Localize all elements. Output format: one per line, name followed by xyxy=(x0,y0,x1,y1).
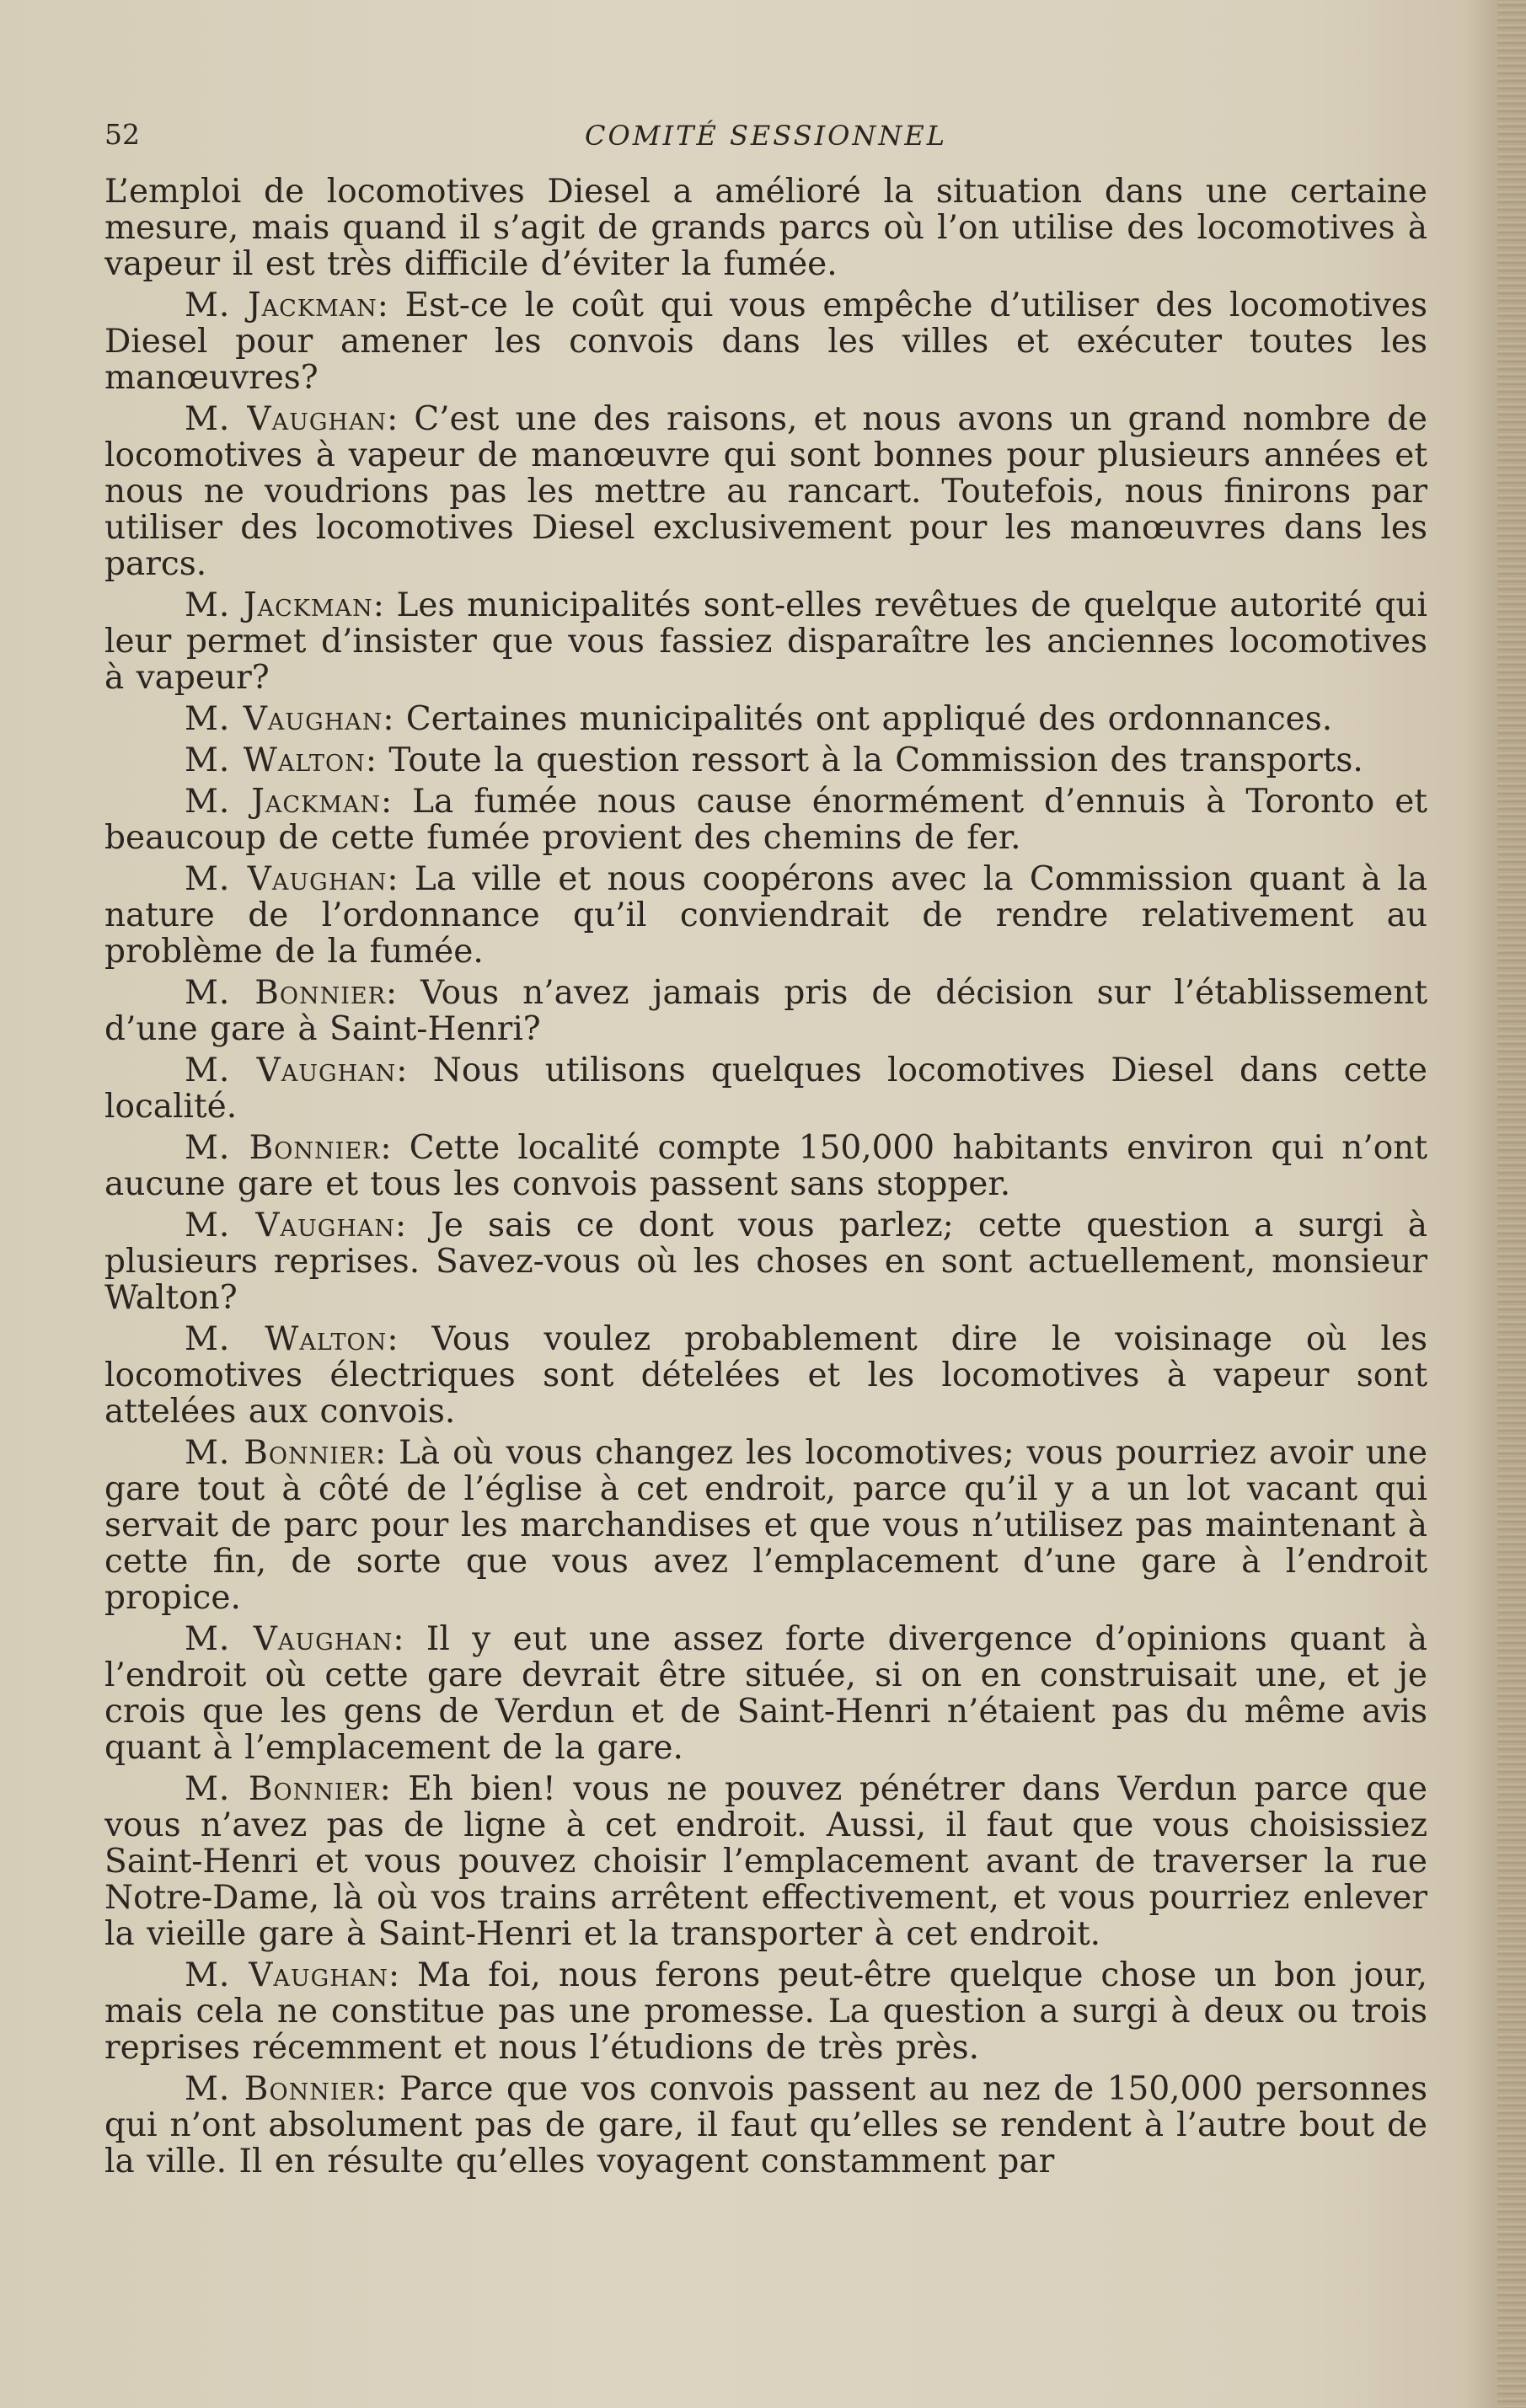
speaker-name: M. Bonnier xyxy=(185,2070,376,2108)
paragraph xyxy=(104,1207,1427,1316)
paragraph xyxy=(104,1321,1427,1430)
paragraph-text: : C’est une des raisons, et nous avons un grand nombre de locomotives à vapeur de manœuvre qui sont bonnes pour plusieurs années et nous ne voudrions pas les mettre au rancart. Toutefois, nous finirons par utiliser des locomotives Diesel exclusivement pour les manœuvres dans les parcs. xyxy=(104,400,1427,583)
speaker-name: M. Bonnier xyxy=(185,1434,375,1472)
paragraph-text: : Est-ce le coût qui vous empêche d’utiliser des locomotives Diesel pour amener les convois dans les villes et exécuter toutes les manœuvres? xyxy=(104,286,1427,397)
paragraph-text: : Eh bien! vous ne pouvez pénétrer dans Verdun parce que vous n’avez pas de ligne à cet endroit. Aussi, il faut que vous choisissiez Saint-Henri et vous pouvez choisir l’emplacement avant de traverser la rue Notre-Dame, là où vos trains arrêtent effectivement, et vous pourriez enlever la vieille gare à Saint-Henri et la transporter à cet endroit. xyxy=(104,1770,1427,1953)
paragraph xyxy=(104,401,1427,582)
paragraph-text: : Parce que vos convois passent au nez de 150,000 personnes qui n’ont absolument pas de gare, il faut qu’elles se rendent à l’autre bout de la ville. Il en résulte qu’elles voyagent constamment par xyxy=(104,2070,1427,2181)
paragraph xyxy=(104,287,1427,396)
speaker-name: M. Vaughan xyxy=(185,860,388,898)
paragraph xyxy=(104,742,1427,779)
paragraph-text: : La fumée nous cause énormément d’ennuis à Toronto et beaucoup de cette fumée provient des chemins de fer. xyxy=(104,783,1427,857)
speaker-name: M. Vaughan xyxy=(185,1620,394,1658)
speaker-name: M. Jackman xyxy=(185,286,377,324)
paragraph-text: : Certaines municipalités ont appliqué des ordonnances. xyxy=(383,700,1333,738)
paragraph xyxy=(104,701,1427,737)
paragraph-text: : Toute la question ressort à la Commission des transports. xyxy=(365,741,1363,779)
paragraph xyxy=(104,1771,1427,1952)
speaker-name: M. Walton xyxy=(185,1320,388,1358)
speaker-name: M. Walton xyxy=(185,741,366,779)
paragraph xyxy=(104,861,1427,970)
paragraph xyxy=(104,1052,1427,1125)
paragraph xyxy=(104,1621,1427,1766)
page-edge xyxy=(1497,0,1526,2408)
speaker-name: M. Bonnier xyxy=(185,1129,381,1167)
speaker-name: M. Vaughan xyxy=(185,1207,396,1244)
paragraph-text: : Ma foi, nous ferons peut-être quelque chose un bon jour, mais cela ne constitue pas une promesse. La question a surgi à deux ou trois reprises récemment et nous l’étudions de très près. xyxy=(104,1956,1427,2067)
paragraph-text: : Cette localité compte 150,000 habitants environ qui n’ont aucune gare et tous les convois passent sans stopper. xyxy=(104,1129,1427,1203)
paragraph-text: : Nous utilisons quelques locomotives Diesel dans cette localité. xyxy=(104,1051,1427,1126)
speaker-name: M. Jackman xyxy=(185,783,382,821)
paragraph-text: : Là où vous changez les locomotives; vous pourriez avoir une gare tout à côté de l’église à cet endroit, parce qu’il y a un lot vacant qui servait de parc pour les marchandises et que vous n’utilisez pas maintenant à cette fin, de sorte que vous avez l’emplacement d’une gare à l’endroit propice. xyxy=(104,1434,1427,1617)
paragraph xyxy=(104,975,1427,1047)
paragraph-text: : Il y eut une assez forte divergence d’opinions quant à l’endroit où cette gare devrait être située, si on en construisait une, et je crois que les gens de Verdun et de Saint-Henri n’étaient pas du même avis quant à l’emplacement de la gare. xyxy=(104,1620,1427,1767)
paragraph-text: L’emploi de locomotives Diesel a amélioré la situation dans une certaine mesure, mais quand il s’agit de grands parcs où l’on utilise des locomotives à vapeur il est très difficile d’éviter la fumée. xyxy=(104,173,1427,283)
speaker-name: M. Bonnier xyxy=(185,974,386,1012)
running-title: COMITÉ SESSIONNEL xyxy=(584,120,948,152)
page-header xyxy=(104,118,1427,169)
speaker-name: M. Jackman xyxy=(185,586,373,624)
paragraph-text: : Les municipalités sont-elles revêtues de quelque autorité qui leur permet d’insister que vous fassiez disparaître les anciennes locomotives à vapeur? xyxy=(104,586,1427,697)
paragraph xyxy=(104,1435,1427,1616)
page-number: 52 xyxy=(104,118,140,151)
paragraph-text: : Vous n’avez jamais pris de décision sur l’établissement d’une gare à Saint-Henri? xyxy=(104,974,1427,1048)
speaker-name: M. Vaughan xyxy=(185,1051,397,1089)
paragraph-text: : Je sais ce dont vous parlez; cette question a surgi à plusieurs reprises. Savez-vous où les choses en sont actuellement, monsieur Walton? xyxy=(104,1207,1427,1317)
paragraph xyxy=(104,587,1427,696)
paragraph xyxy=(104,1130,1427,1202)
paragraph xyxy=(104,784,1427,856)
speaker-name: M. Vaughan xyxy=(185,1956,388,1994)
paragraph xyxy=(104,174,1427,282)
paragraph xyxy=(104,1957,1427,2066)
speaker-name: M. Vaughan xyxy=(185,700,383,738)
speaker-name: M. Bonnier xyxy=(185,1770,380,1808)
paragraph-text: : La ville et nous coopérons avec la Commission quant à la nature de l’ordonnance qu’il conviendrait de rendre relativement au problème de la fumée. xyxy=(104,860,1427,971)
paragraph-text: : Vous voulez probablement dire le voisinage où les locomotives électriques sont dételées et les locomotives à vapeur sont attelées aux convois. xyxy=(104,1320,1427,1431)
paragraph xyxy=(104,2071,1427,2180)
page-content xyxy=(104,118,1427,2185)
speaker-name: M. Vaughan xyxy=(185,400,388,438)
